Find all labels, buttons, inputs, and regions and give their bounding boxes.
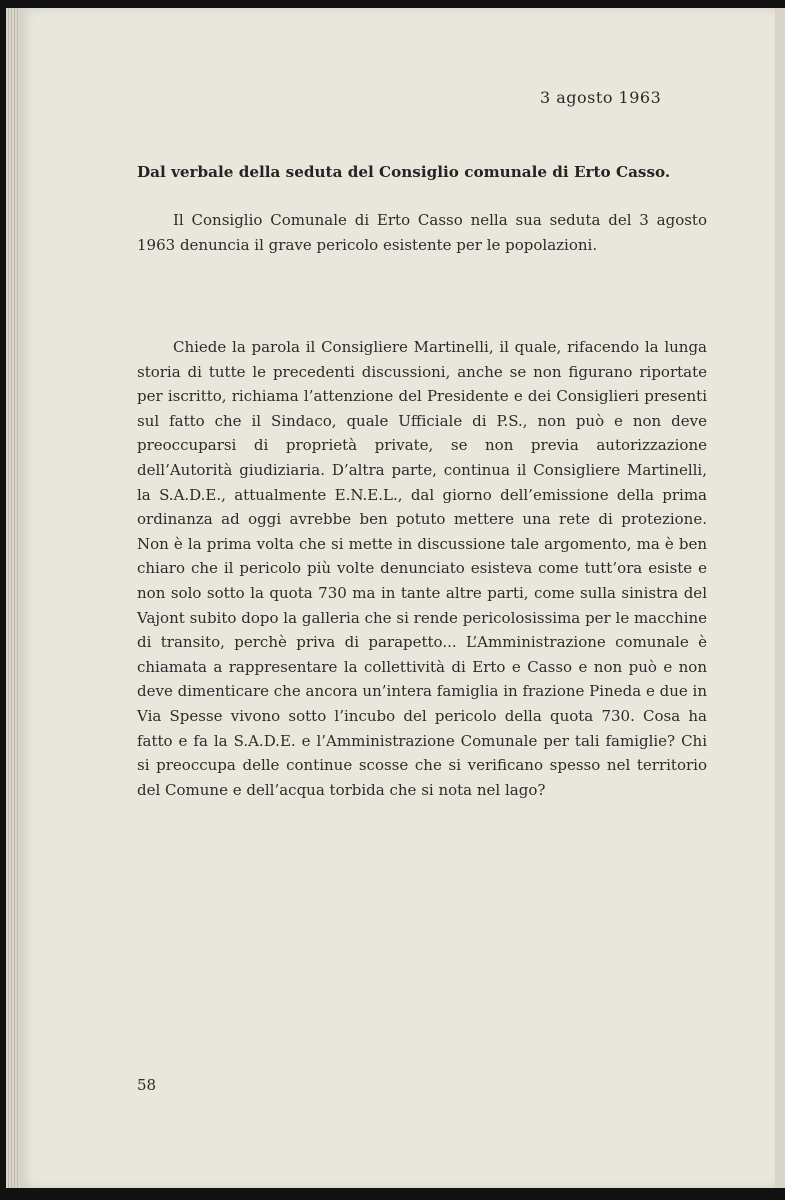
document-date: 3 agosto 1963 xyxy=(540,88,662,107)
paragraph-intro: Il Consiglio Comunale di Erto Casso nella sua seduta del 3 agosto 1963 denuncia il grave pericolo esistente per le popolazioni. xyxy=(137,211,707,254)
page-right-edge xyxy=(775,8,785,1188)
page-number: 58 xyxy=(137,1076,157,1094)
section-heading: Dal verbale della seduta del Consiglio comunale di Erto Casso. xyxy=(137,163,671,181)
paragraph-body: Chiede la parola il Consigliere Martinelli, il quale, rifacendo la lunga storia di tutte le precedenti discussioni, anche se non figurano riportate per iscritto, richiama l’attenzione del Presidente e dei Consiglieri presenti sul fatto che il Sindaco, quale Ufficiale di P.S., non può e non deve preoccuparsi di proprietà private, se non previa autorizzazione dell’Autorità giudiziaria. D’altra parte, continua il Consigliere Martinelli, la S.A.D.E., attualmente E.N.E.L., dal giorno dell’emissione della prima ordinanza ad oggi avrebbe ben potuto mettere una rete di protezione. Non è la prima volta che si mette in discussione tale argomento, ma è ben chiaro che il pericolo più volte denunciato esisteva come tutt’ora esiste e non solo sotto la quota 730 ma in tante altre parti, come sulla sinistra del Vajont subito dopo la galleria che si rende pericolosissima per le macchine di transito, perchè priva di parapetto... L’Amministrazione comunale è chiamata a rappresentare la collettività di Erto e Casso e non può e non deve dimenticare che ancora un’intera famiglia in frazione Pineda e due in Via Spesse vivono sotto l’incubo del pericolo della quota 730. Cosa ha fatto e fa la S.A.D.E. e l’Amministrazione Comunale per tali famiglie? Chi si preoccupa delle continue scosse che si verificano spesso nel territorio del Comune e dell’acqua torbida che si nota nel lago? xyxy=(137,338,707,799)
